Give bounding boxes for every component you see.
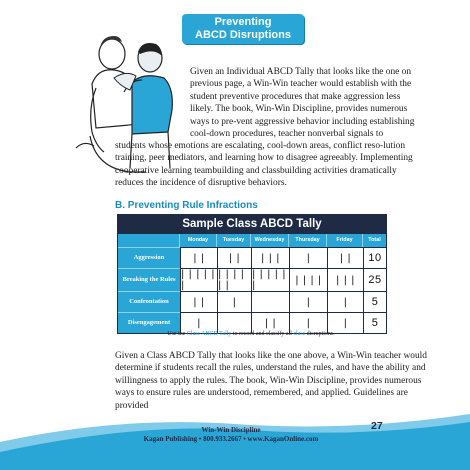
tally-cell: |	[289, 247, 327, 268]
tally-cell: |	[289, 291, 327, 312]
tally-total: 5	[363, 291, 386, 312]
caption-link: Class ABCD Tally	[186, 331, 232, 337]
caption-text: to record and classify all	[231, 331, 294, 337]
tally-total: 5	[363, 312, 386, 333]
caption-highlight: class	[293, 331, 306, 337]
tally-grid	[118, 234, 386, 333]
tally-title: Sample Class ABCD Tally	[118, 215, 386, 234]
tally-cell: | | | | | |	[181, 269, 216, 291]
intro-paragraph: Given an Individual ABCD Tally that looks like the one on previous page, a Win-Win teacher would establish with the student preventive procedures that make aggression less likely. The book, Win-Win Discipline, provides numerous ways to pre-vent aggressive behavior including establishing cool-down procedures, teacher nonverbal signals to	[190, 67, 415, 140]
tally-cell: |	[289, 312, 327, 333]
intro-paragraph-continued: students whose emotions are escalating, cool-down areas, conflict reso-lution training, peer mediators, and learning how to disagree agreeably. Implementing cooperative learning teambuilding and classbuilding activities dramatically reduces the incidence of disruptive behaviors.	[115, 141, 413, 189]
header-total: Total	[363, 234, 386, 247]
tally-cell: | |	[327, 247, 363, 268]
header-tuesday: Tuesday	[217, 234, 251, 247]
tally-cell	[251, 291, 289, 312]
tally-cell: | |	[180, 247, 217, 268]
caption-text: Use the	[167, 331, 187, 337]
body-paragraph: Given a Class ABCD Tally that looks like the one above, a Win-Win teacher would determine if students recall the rules, understand the rules, and have the ability and willingness to apply the rules. The book, Win-Win Discipline, provides numerous ways to ensure rules are understood, remembered, and applied. Guidelines are provided	[115, 351, 427, 411]
row-label-disengagement: Disengagement	[118, 312, 180, 333]
section-heading: B. Preventing Rule Infractions	[115, 200, 258, 211]
tally-cell	[217, 312, 251, 333]
row-label-breaking-the-rules: Breaking the Rules	[118, 268, 180, 291]
tally-cell: | | |	[251, 247, 289, 268]
title-banner	[182, 14, 304, 44]
tally-cell: | |	[180, 291, 217, 312]
tally-cell: | | |	[327, 268, 363, 291]
footer	[86, 426, 376, 444]
header-monday: Monday	[180, 234, 217, 247]
title-line-2: ABCD Disruptions	[195, 29, 291, 41]
caption-text: disruptions.	[305, 331, 335, 337]
tally-cell: | | | | | |	[251, 268, 289, 291]
header-corner	[118, 234, 180, 247]
tally-total: 25	[363, 268, 386, 291]
row-label-confrontation: Confrontation	[118, 291, 180, 312]
tally-cell: |	[217, 291, 251, 312]
page-number: 27	[371, 420, 383, 432]
header-friday: Friday	[327, 234, 363, 247]
title-line-1: Preventing	[214, 16, 272, 28]
class-abcd-tally-table	[117, 214, 387, 334]
header-wednesday: Wednesday	[251, 234, 289, 247]
tally-total: 10	[363, 247, 386, 268]
tally-cell: | |	[217, 247, 251, 268]
tally-cell: | | | |	[289, 268, 327, 291]
tally-cell: | | | | | |	[217, 268, 251, 291]
tally-cell: | |	[251, 312, 289, 333]
header-thursday: Thursday	[289, 234, 327, 247]
tally-cell: |	[327, 291, 363, 312]
tally-cell: |	[180, 312, 217, 333]
footer-publisher: Kagan Publishing • 800.933.2667 • www.KaganOnline.com	[143, 435, 319, 443]
row-label-aggression: Aggression	[118, 247, 180, 268]
tally-cell: |	[327, 312, 363, 333]
footer-book-title: Win-Win Discipline	[201, 426, 261, 434]
table-caption	[117, 331, 385, 337]
